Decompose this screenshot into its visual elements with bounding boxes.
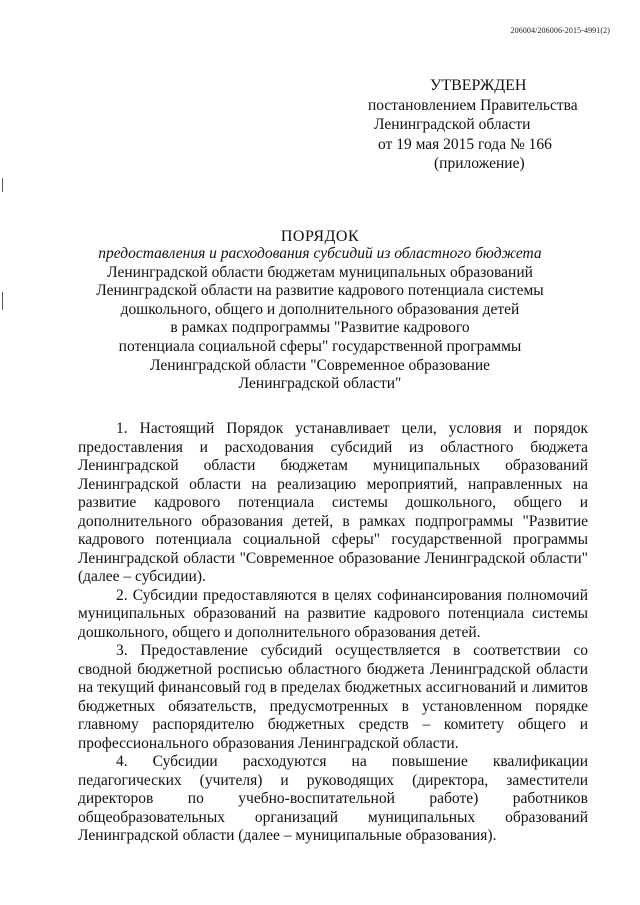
subtitle-line: Ленинградской области на развитие кадрового потенциала системы <box>96 282 544 300</box>
approval-line: постановлением Правительства <box>368 96 578 114</box>
document-id: 206004/206006-2015-4991(2) <box>510 26 610 35</box>
document-title: ПОРЯДОК <box>280 228 360 245</box>
subtitle-line: в рамках подпрограммы "Развитие кадрового <box>170 319 470 337</box>
approval-stamp <box>368 76 608 174</box>
subtitle-line: Ленинградской области" <box>238 375 402 393</box>
paragraph-3: 3. Предоставление субсидий осуществляется в соответствии со сводной бюджетной росписью областного бюджета Ленинградской области на текущий финансовый год в пределах бюджетных ассигнований и лимитов бюджетных обязательств, предусмотренных в установленном порядке главному распорядителю бюджетных средств – комитету общего и профессионального образования Ленинградской области. <box>78 642 588 752</box>
paragraph-4: 4. Субсидии расходуются на повышение квалификации педагогических (учителя) и руководящих (директора, заместители директоров по учебно-воспитательной работе) работников общеобразовательных организаций муниципальных образований Ленинградской области (далее – муниципальные образования). <box>78 753 588 844</box>
approval-title: УТВЕРЖДЕН <box>430 77 527 94</box>
scan-margin-mark <box>2 178 3 192</box>
subtitle-line: Ленинградской области бюджетам муниципальных образований <box>107 263 533 281</box>
subtitle-line: предоставления и расходования субсидий из областного бюджета <box>98 245 542 262</box>
subtitle-line: Ленинградской области "Современное образование <box>149 356 491 374</box>
document-subtitle <box>60 245 580 394</box>
paragraph-1: 1. Настоящий Порядок устанавливает цели, условия и порядок предоставления и расходования субсидий из областного бюджета Ленинградской области бюджетам муниципальных образований Ленинградской области на реализацию мероприятий, направленных на развитие кадрового потенциала системы дошкольного, общего и дополнительного образования детей, в рамках подпрограммы "Развитие кадрового потенциала социальной сферы" государственной программы Ленинградской области "Современное образование Ленинградской области" (далее – субсидии). <box>78 420 588 585</box>
subtitle-line: дошкольного, общего и дополнительного образования детей <box>120 300 520 318</box>
approval-line: от 19 мая 2015 года № 166 <box>378 135 552 153</box>
approval-line: Ленинградской области <box>374 116 531 133</box>
subtitle-line: потенциала социальной сферы" государственной программы <box>118 337 522 355</box>
document-body <box>78 420 588 846</box>
paragraph-2: 2. Субсидии предоставляются в целях софинансирования полномочий муниципальных образований на развитие кадрового потенциала системы дошкольного, общего и дополнительного образования детей. <box>78 586 588 641</box>
approval-line: (приложение) <box>434 155 525 172</box>
scan-margin-mark <box>2 292 3 310</box>
